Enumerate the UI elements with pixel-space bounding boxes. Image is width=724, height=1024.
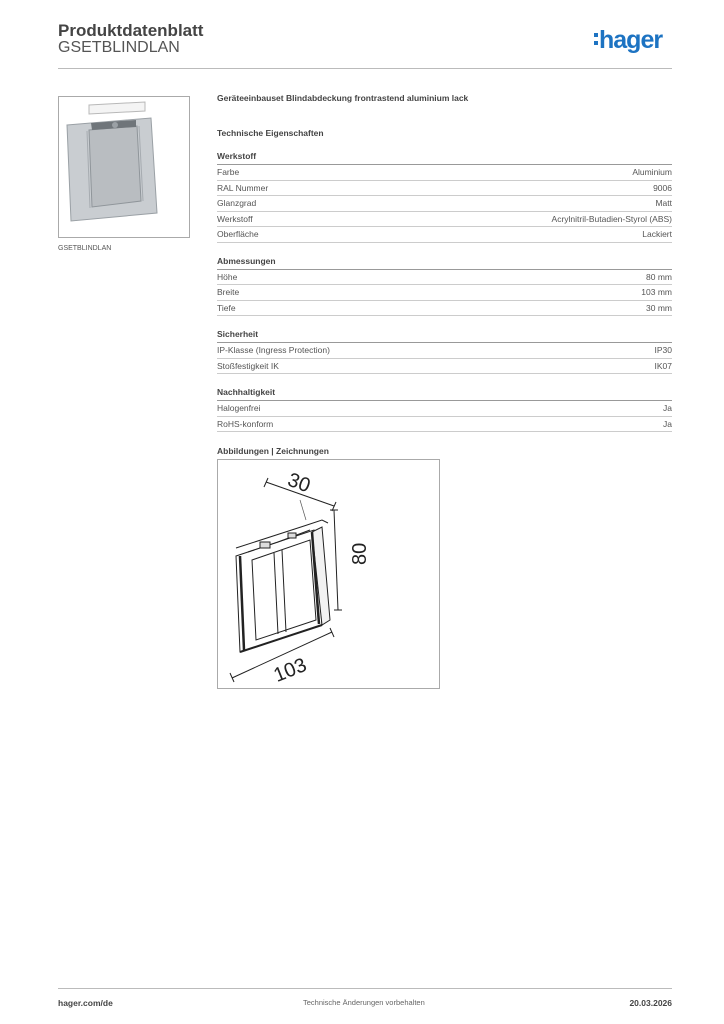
group-title: Werkstoff — [217, 151, 672, 165]
hager-logo[interactable]: hager — [594, 26, 662, 55]
spec-label: RAL Nummer — [217, 182, 269, 193]
width-dimension-label: 103 — [270, 654, 310, 687]
dimension-drawing — [217, 459, 440, 689]
spec-value: Acrylnitril-Butadien-Styrol (ABS) — [551, 213, 672, 224]
spec-group-abmessungen — [217, 256, 672, 317]
spec-label: Stoßfestigkeit IK — [217, 360, 279, 371]
spec-value: Matt — [655, 198, 672, 208]
spec-row — [217, 181, 672, 197]
spec-group-nachhaltigkeit — [217, 387, 672, 432]
product-photo — [58, 96, 190, 238]
spec-row — [217, 301, 672, 317]
spec-row — [217, 227, 672, 243]
spec-group-werkstoff — [217, 151, 672, 243]
spec-value: Ja — [663, 418, 672, 429]
spec-row — [217, 270, 672, 286]
spec-row — [217, 196, 672, 212]
drawing-title: Abbildungen | Zeichnungen — [217, 446, 329, 456]
product-code: GSETBLINDLAN — [58, 39, 180, 56]
spec-label: Breite — [217, 287, 240, 297]
footer-divider — [58, 988, 672, 989]
spec-content — [217, 93, 672, 456]
spec-row — [217, 343, 672, 359]
spec-value: IK07 — [654, 360, 672, 371]
spec-row — [217, 401, 672, 417]
spec-value: Ja — [663, 403, 672, 413]
product-description: Geräteeinbauset Blindabdeckung frontrastend aluminium lack — [217, 93, 469, 103]
footer-website-link[interactable]: hager.com/de — [58, 998, 113, 1008]
spec-label: Höhe — [217, 271, 238, 282]
page-title: Produktdatenblatt — [58, 21, 204, 40]
spec-group-sicherheit — [217, 329, 672, 374]
spec-value: IP30 — [654, 345, 672, 355]
spec-label: Oberfläche — [217, 229, 259, 239]
group-title: Sicherheit — [217, 329, 672, 343]
depth-dimension-label: 30 — [284, 468, 314, 498]
photo-caption: GSETBLINDLAN — [58, 245, 112, 252]
spec-value: 30 mm — [646, 302, 672, 313]
spec-value: 80 mm — [646, 271, 672, 282]
spec-row — [217, 285, 672, 301]
spec-label: Farbe — [217, 167, 240, 177]
spec-row — [217, 165, 672, 181]
group-title: Abmessungen — [217, 256, 672, 270]
height-dimension-label: 80 — [349, 542, 371, 565]
spec-value: 9006 — [653, 182, 672, 193]
spec-label: Halogenfrei — [217, 403, 261, 413]
spec-value: Aluminium — [632, 167, 672, 177]
spec-value: 103 mm — [641, 287, 672, 297]
spec-label: IP-Klasse (Ingress Protection) — [217, 345, 330, 355]
footer-date: 20.03.2026 — [629, 998, 672, 1008]
spec-row — [217, 359, 672, 375]
section-title: Technische Eigenschaften — [217, 128, 324, 138]
spec-value: Lackiert — [642, 229, 672, 239]
spec-label: RoHS-konform — [217, 418, 274, 429]
spec-label: Glanzgrad — [217, 198, 257, 208]
spec-label: Werkstoff — [217, 213, 253, 224]
spec-row — [217, 417, 672, 433]
spec-label: Tiefe — [217, 302, 236, 313]
spec-row — [217, 212, 672, 228]
header-divider — [58, 68, 672, 69]
footer-disclaimer: Technische Änderungen vorbehalten — [303, 998, 425, 1007]
group-title: Nachhaltigkeit — [217, 387, 672, 401]
